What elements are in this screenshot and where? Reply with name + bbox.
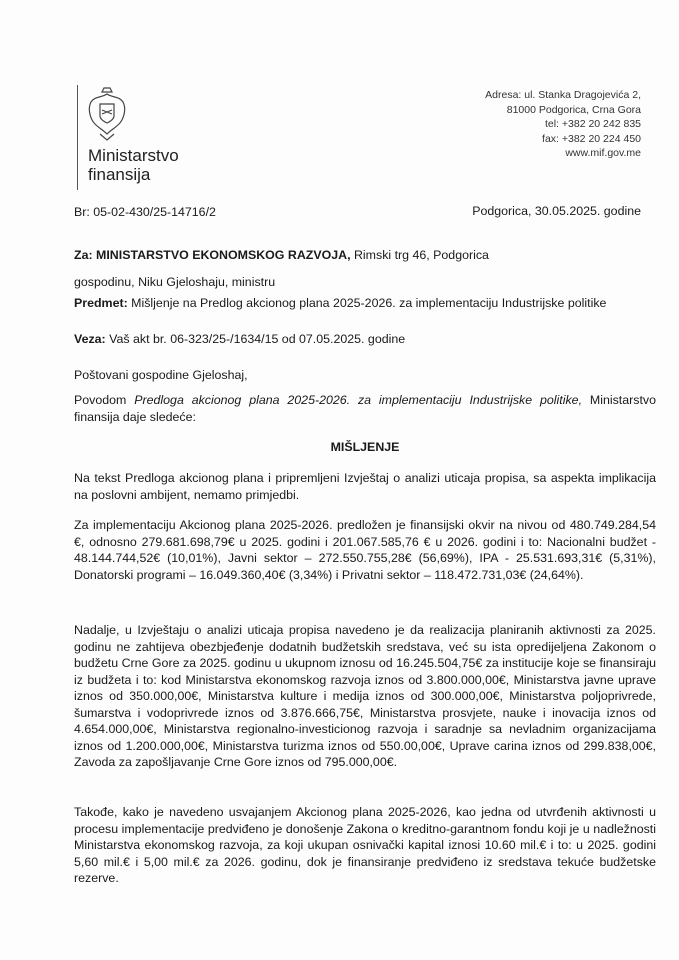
recipient-address: Rimski trg 46, Podgorica <box>350 248 489 262</box>
paragraph-financial-framework: Za implementaciju Akcionog plana 2025-2026. predložen je finansijski okvir na nivou od 480.749.284,54 €, odnosno 279.681.698,79€ u 2025. godini i 201.067.585,76 € u 2026. godini i to: Nacionalni budžet - 48.144.744,52€ (10,01%), Javni sektor – 272.550.755,28€ (56,69%), IPA - 25.531.693,31€ (5,31%), Donatorski programi – 16.049.360,40€ (3,34%) i Privatni sektor – 118.472.731,03€ (24,64%). <box>74 518 656 582</box>
ministry-name-line2: finansija <box>88 165 151 184</box>
address-fax: fax: +382 20 224 450 <box>542 132 641 145</box>
intro-prefix: Povodom <box>74 393 135 407</box>
place-date: Podgorica, 30.05.2025. godine <box>472 204 641 218</box>
letterhead-divider <box>77 85 78 190</box>
ministry-name-line1: Ministarstvo <box>88 146 179 165</box>
paragraph-no-objections: Na tekst Predloga akcionog plana i pripremljeni Izvještaj o analizi uticaja propisa, sa aspekta implikacija na poslovni ambijent, nemamo primjedbi. <box>74 471 656 502</box>
link-label: Veza: <box>74 332 106 346</box>
recipient-label: Za: <box>74 248 93 262</box>
link-text: Vaš akt br. 06-323/25-/1634/15 od 07.05.2025. godine <box>105 332 406 346</box>
subject-line <box>74 295 656 312</box>
subject-label: Predmet: <box>74 296 128 310</box>
recipient-org: MINISTARSTVO EKONOMSKOG RAZVOJA, <box>96 248 351 262</box>
subject-text: Mišljenje na Predlog akcionog plana 2025-2026. za implementaciju Industrijske politike <box>127 296 607 310</box>
address-website: www.mif.gov.me <box>565 147 641 159</box>
coat-of-arms-logo <box>84 86 130 142</box>
paragraph-budget-allocation: Nadalje, u Izvještaju o analizi uticaja propisa navedeno je da realizacija planiranih aktivnosti za 2025. godinu ne zahtijeva obezbjeđenje dodatnih budžetskih sredstava, već su ista opredijeljena Zakonom o budžetu Crne Gore za 2025. godinu u ukupnom iznosu od 16.245.504,75€ za institucije koje se finansiraju iz budžeta i to: kod Ministarstva ekonomskog razvoja iznos od 3.800.000,00€, Ministarstva javne uprave iznos od 350.000,00€, Ministarstva kulture i medija iznos od 300.000,00€, Ministarstva poljoprivrede, šumarstva i vodoprivrede iznos od 3.876.666,75€, Ministarstva prosvjete, nauke i inovacija iznos od 4.654.000,00€, Ministarstva regionalno-investicionog razvoja i saradnje sa nevladnim organizacijama iznos od 1.200.000,00€, Ministarstva turizma iznos od 550.00,00€, Uprave carina iznos od 299.838,00€, Zavoda za zapošljavanje Crne Gore iznos od 795.000,00€. <box>74 623 656 769</box>
address-city: 81000 Podgorica, Crna Gora <box>506 103 641 116</box>
recipient-line <box>74 247 656 264</box>
ministry-address <box>485 88 641 161</box>
reference-link <box>74 331 656 348</box>
intro-suffix: Ministarstvo finansija daje sledeće: <box>74 393 656 424</box>
recipient-person: gospodinu, Niku Gjeloshaju, ministru <box>74 275 276 289</box>
opinion-heading: MIŠLJENJE <box>330 440 400 454</box>
intro-paragraph <box>74 392 656 425</box>
salutation: Poštovani gospodine Gjeloshaj, <box>74 368 248 382</box>
address-phone: tel: +382 20 242 835 <box>544 118 641 130</box>
reference-number: Br: 05-02-430/25-14716/2 <box>74 205 216 219</box>
address-street: Adresa: ul. Stanka Dragojevića 2, <box>485 89 641 101</box>
paragraph-guarantee-fund: Takođe, kako je navedeno usvajanjem Akcionog plana 2025-2026, kao jedna od utvrđenih aktivnosti u procesu implementacije predviđeno je donošenje Zakona o kreditno-garantnom fondu koji je u nadležnosti Ministarstva ekonomskog razvoja, za koji ukupan osnivački kapital iznosi 10.60 mil.€ i to: u 2025. godini 5,60 mil.€ i 5,00 mil.€ za 2026. godinu, dok je finansiranje predviđeno iz sredstava tekuće budžetske rezerve. <box>74 805 656 885</box>
ministry-name <box>88 146 179 184</box>
intro-document-title: Predloga akcionog plana 2025-2026. za implementaciju Industrijske politike, <box>134 393 583 407</box>
